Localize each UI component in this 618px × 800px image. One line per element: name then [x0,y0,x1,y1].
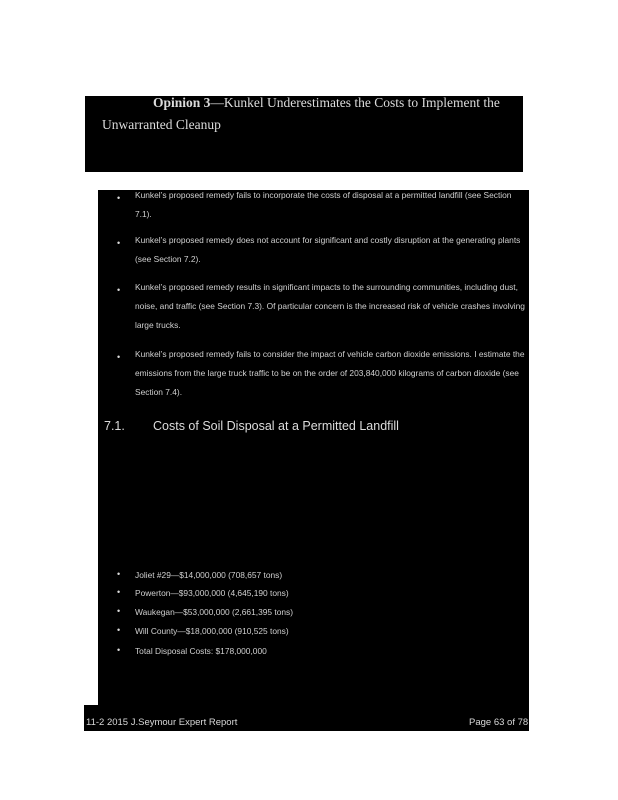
opinion-label: Opinion 3 [153,95,211,110]
bullet-item: Kunkel’s proposed remedy fails to incorporate the costs of disposal at a permitted landfill (see Section 7.1). [135,190,512,219]
section-title: Costs of Soil Disposal at a Permitted Landfill [153,419,399,433]
opinion-heading [153,95,500,111]
cost-item: Powerton—$93,000,000 (4,645,190 tons) [135,588,289,598]
cost-item: Will County—$18,000,000 (910,525 tons) [135,626,289,636]
cost-item: Joliet #29—$14,000,000 (708,657 tons) [135,570,283,580]
bullet-item: Kunkel’s proposed remedy does not account for significant and costly disruption at the generating plants (see Section 7.2). [135,235,521,264]
bullet-icon: • [117,645,121,655]
bullet-icon: • [117,193,121,203]
bullet-icon: • [117,238,121,248]
bullet-icon: • [117,587,121,597]
footer-report-title: 11-2 2015 J.Seymour Expert Report [86,717,238,728]
footer-page-number: Page 63 of 78 [469,717,529,728]
cost-total: Total Disposal Costs: $178,000,000 [135,646,267,656]
bullet-icon: • [117,569,121,579]
opinion-heading-rest: —Kunkel Underestimates the Costs to Implement the [210,95,500,110]
opinion-heading-line2: Unwarranted Cleanup [102,117,221,132]
cost-item: Waukegan—$53,000,000 (2,661,395 tons) [135,607,293,617]
section-number: 7.1. [104,419,125,433]
bullet-icon: • [117,352,121,362]
bullet-icon: • [117,606,121,616]
bullet-icon: • [117,625,121,635]
bullet-item: Kunkel’s proposed remedy results in significant impacts to the surrounding communities, including dust, noise, and traffic (see Section 7.3). Of particular concern is the increased risk of vehicle crashes involving large trucks. [135,282,525,330]
bullet-item: Kunkel’s proposed remedy fails to consider the impact of vehicle carbon dioxide emissions. I estimate the emissions from the large truck traffic to be on the order of 203,840,000 kilograms of carbon dioxide (see Section 7.4). [135,349,525,397]
bullet-icon: • [117,285,121,295]
